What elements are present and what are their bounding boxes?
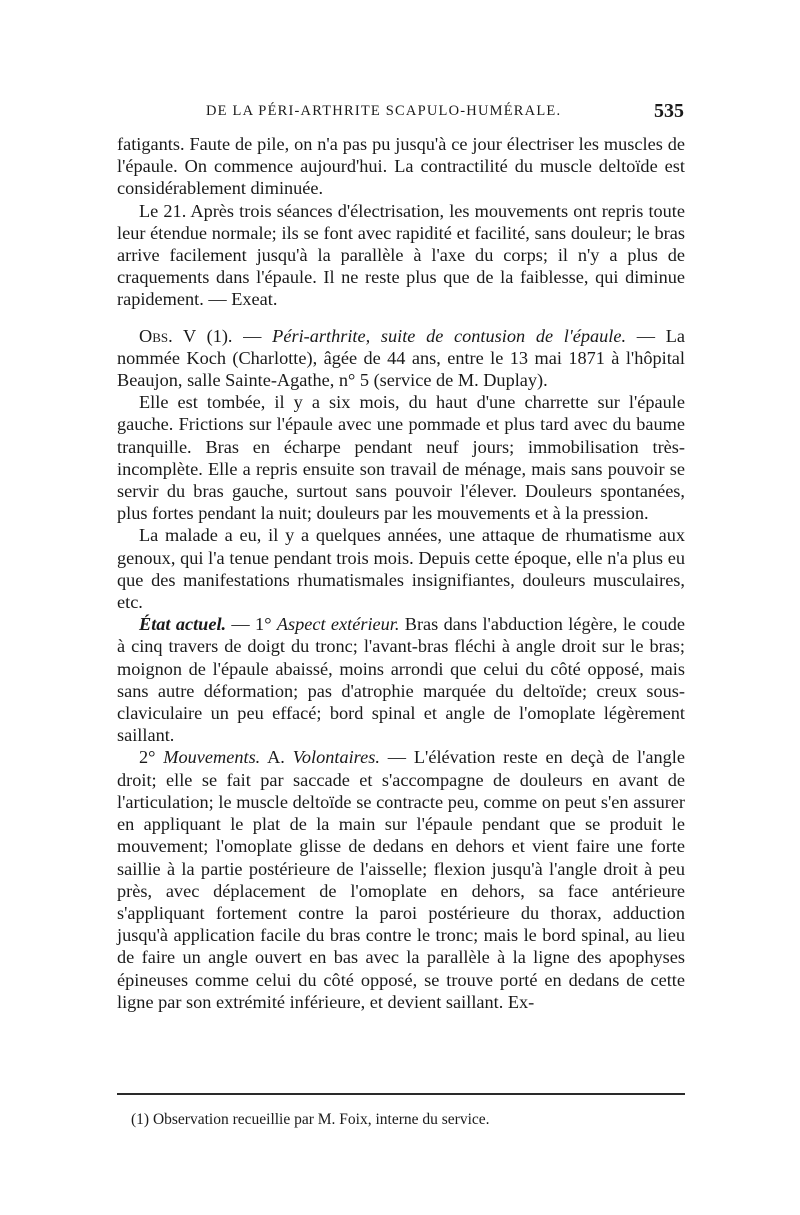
mouvements-text: — L'élévation reste en deçà de l'angle droit; elle se fait par saccade et s'accompagne de douleurs en avant de l'articulation; le muscle deltoïde se contracte peu, comme on peut s'en assurer en appliquant le plat de la main sur l'épaule pendant que se produit le mouvement; l'omoplate glisse de dedans en dehors et vient faire une forte saillie à la partie postérieure de l'aisselle; flexion jusqu'à l'angle droit à peu près, avec déplacement de l'omoplate en dehors, sa face antérieure s'appliquant fortement contre la paroi postérieure du thorax, adduction jusqu'à application facile du bras contre le tronc; mais le bord spinal, au lieu de faire un angle ouvert en bas avec la parallèle à la ligne des apophyses épineuses comme celui du côté opposé, se trouve porté en dedans de cette ligne par son extrémité inférieure, et devient saillant. Ex- (117, 747, 685, 1012)
mouvements-number: 2° (139, 747, 164, 768)
paragraph-continuation: fatigants. Faute de pile, on n'a pas pu jusqu'à ce jour électriser les muscles de l'épaule. On commence aujourd'hui. La contractilité du muscle deltoïde est considérablement diminuée. (117, 134, 685, 199)
mouvements-label: Mouvements. (163, 747, 261, 768)
footnote-rule (117, 1093, 685, 1095)
running-title: DE LA PÉRI-ARTHRITE SCAPULO-HUMÉRALE. (206, 103, 562, 119)
paragraph-etat-actuel (117, 613, 685, 746)
paragraph-mouvements (117, 746, 685, 1012)
mouvements-a: A. (260, 747, 293, 768)
observation-label: Obs. V (1). — (139, 325, 262, 346)
etat-actuel-label: État actuel. (139, 614, 227, 635)
etat-actuel-dash: — 1° (226, 614, 277, 635)
volontaires-label: Volontaires. (292, 747, 380, 768)
running-head (118, 100, 684, 126)
body-text (117, 133, 685, 1013)
page-number: 535 (654, 100, 684, 122)
observation-intro: — La nommée Koch (Charlotte), âgée de 44 ans, entre le 13 mai 1871 à l'hôpital Beaujon, salle Sainte-Agathe, n° 5 (service de M. Duplay). (117, 325, 686, 391)
paragraph-history: Elle est tombée, il y a six mois, du haut d'une charrette sur l'épaule gauche. Frictions sur l'épaule avec une pommade et plus tard avec du baume tranquille. Bras en écharpe pendant neuf jours; immobilisation très-incomplète. Elle a repris ensuite son travail de ménage, mais sans pouvoir se servir du bras gauche, surtout sans pouvoir l'élever. Douleurs spontanées, plus fortes pendant la nuit; douleurs par les mouvements et à la pression. (117, 392, 685, 524)
paragraph-day-21: Le 21. Après trois séances d'électrisation, les mouvements ont repris toute leur étendue normale; ils se font avec rapidité et facilité, sans douleur; le bras arrive facilement jusqu'à la parallèle à l'axe du corps; il n'y a plus de craquements dans l'épaule. Il ne reste plus que de la faiblesse, qui diminue rapidement. — Exeat. (117, 200, 685, 310)
paragraph-rheumatism: La malade a eu, il y a quelques années, une attaque de rhumatisme aux genoux, qui l'a tenue pendant trois mois. Depuis cette époque, elle n'a plus eu que des manifestations rhumatismales insignifiantes, douleurs musculaires, etc. (117, 525, 685, 613)
aspect-exterieur-label: Aspect extérieur. (276, 614, 400, 635)
observation-title: Péri-arthrite, suite de contusion de l'épaule. (272, 325, 627, 346)
observation-heading-paragraph (117, 325, 685, 392)
etat-actuel-text: Bras dans l'abduction légère, le coude à cinq travers de doigt du tronc; l'avant-bras fléchi à angle droit sur le bras; moignon de l'épaule abaissé, moins arrondi que celui du côté opposé, mais sans autre déformation; pas d'atrophie marquée du deltoïde; creux sous-claviculaire un peu effacé; bord spinal et angle de l'omoplate légèrement saillant. (117, 614, 685, 746)
footnote: (1) Observation recueillie par M. Foix, interne du service. (131, 1111, 490, 1128)
